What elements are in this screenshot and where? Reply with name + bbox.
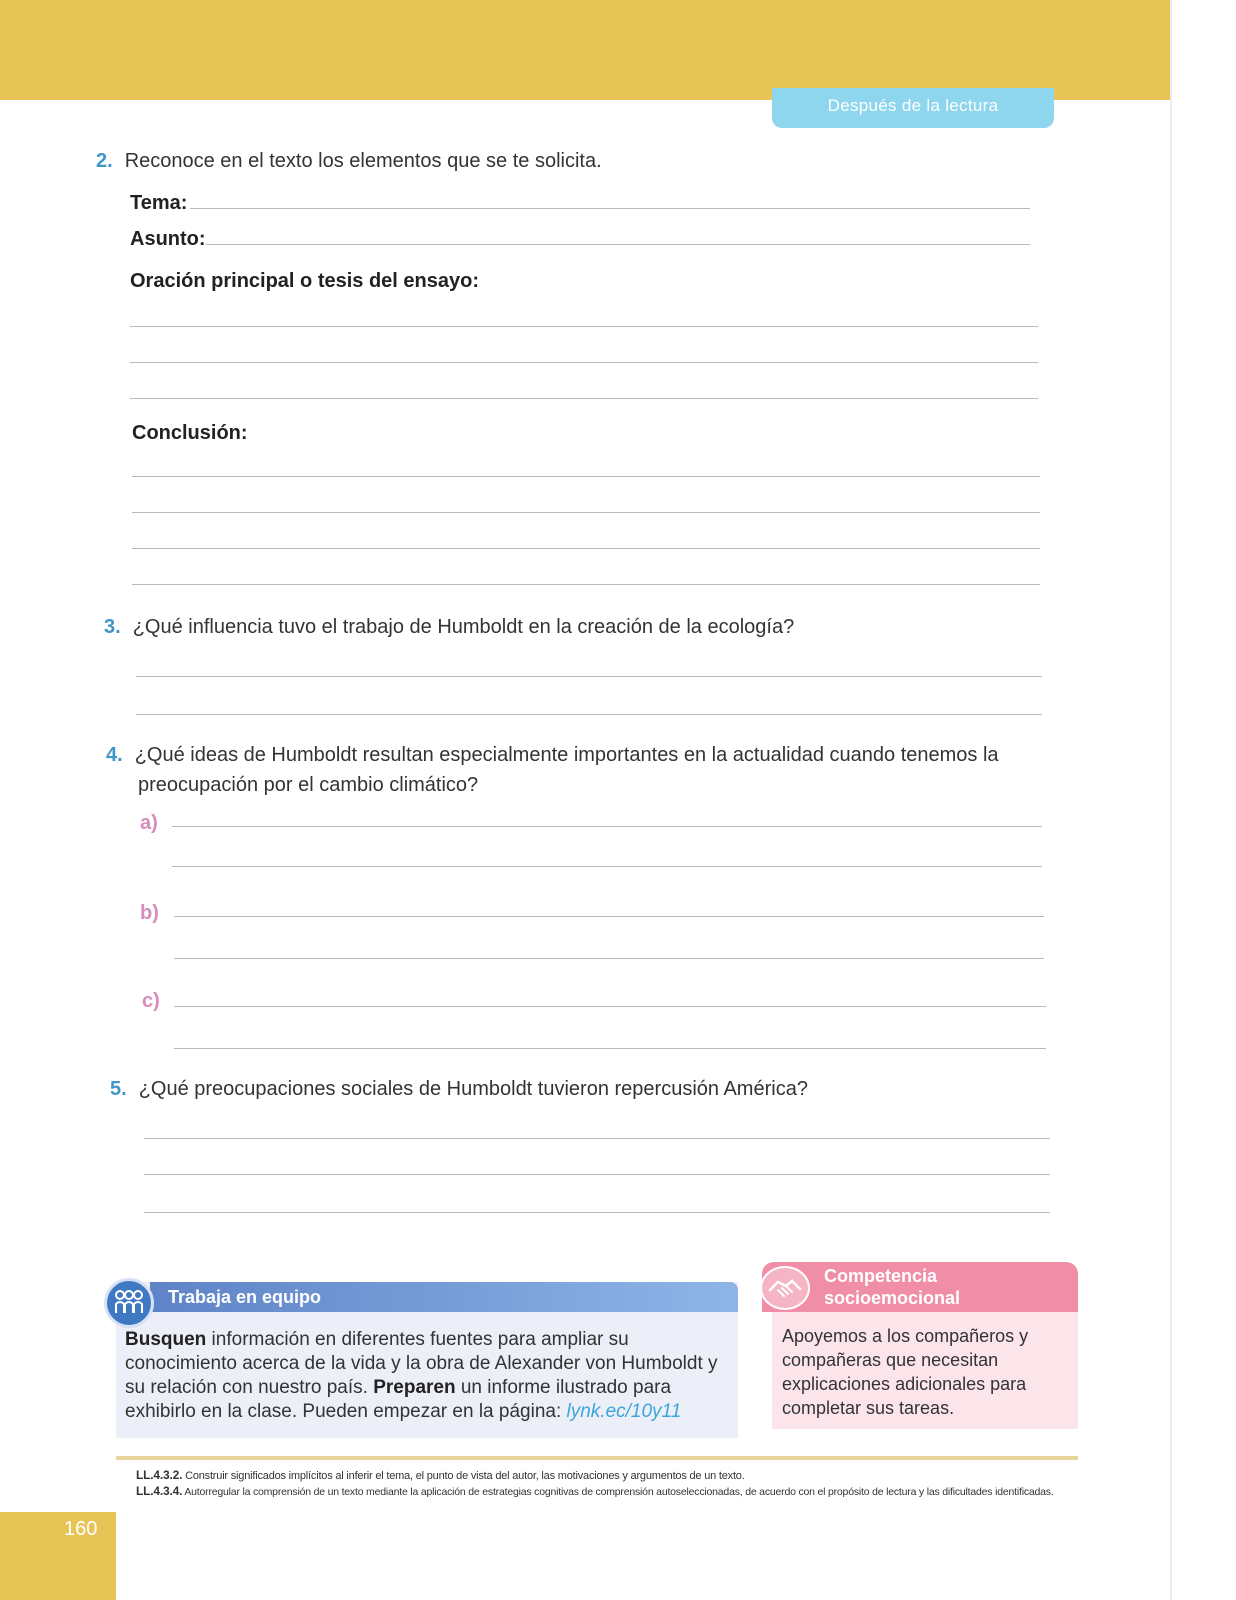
resource-link[interactable]: lynk.ec/10y11 (566, 1401, 682, 1422)
tema-answer-line[interactable] (190, 208, 1030, 209)
question-2 (96, 146, 602, 176)
competencia-title-line: socioemocional (824, 1288, 961, 1308)
item-a-label: a) (140, 812, 158, 834)
question-4 (106, 740, 1046, 770)
item-b-label: b) (140, 902, 159, 924)
team-work-text (125, 1328, 725, 1424)
handshake-icon (760, 1266, 810, 1310)
item-c-label: c) (142, 990, 160, 1012)
oracion-label: Oración principal o tesis del ensayo: (130, 270, 479, 292)
question-text-line1: ¿Qué ideas de Humboldt resultan especialmente importantes en la actualidad cuando tenemos la (134, 744, 999, 766)
answer-line[interactable] (130, 326, 1038, 327)
competencia-title-line: Competencia (824, 1266, 938, 1286)
skill-code: LL.4.3.2. (136, 1468, 183, 1482)
asunto-label: Asunto: (130, 228, 206, 250)
answer-line[interactable] (174, 1048, 1046, 1049)
answer-line[interactable] (132, 584, 1040, 585)
answer-line[interactable] (132, 512, 1040, 513)
section-tab: Después de la lectura (772, 88, 1054, 128)
competencia-text: Apoyemos a los compañeros y compañeras que necesitan explicaciones adicionales para completar sus tareas. (782, 1326, 1029, 1418)
team-people-icon (104, 1278, 154, 1328)
skill-standard-1 (136, 1468, 745, 1482)
question-text: ¿Qué influencia tuvo el trabajo de Humboldt en la creación de la ecología? (132, 616, 795, 638)
answer-line[interactable] (144, 1212, 1050, 1213)
answer-line[interactable] (144, 1138, 1050, 1139)
skill-description: Autorregular la comprensión de un texto mediante la aplicación de estrategias cognitivas de comprensión autoseleccionadas, de acuerdo con el propósito de lectura y las dificultades identificadas. (182, 1486, 1054, 1498)
top-color-band (0, 0, 1170, 100)
answer-line[interactable] (174, 958, 1044, 959)
conclusion-label: Conclusión: (132, 422, 248, 444)
question-bold-verb: Reconoce (124, 150, 215, 172)
question-text: en el texto los elementos que se te solicita. (214, 150, 602, 172)
page-number: 160 (64, 1518, 98, 1540)
answer-line[interactable] (132, 476, 1040, 477)
answer-line[interactable] (172, 866, 1042, 867)
asunto-answer-line[interactable] (206, 244, 1030, 245)
answer-line[interactable] (172, 826, 1042, 827)
answer-line[interactable] (130, 398, 1038, 399)
answer-line[interactable] (174, 1006, 1046, 1007)
question-number: 5. (110, 1078, 127, 1100)
team-text-part: un informe ilustrado para exhibirlo en la clase. Pueden empezar en la página: (125, 1377, 672, 1422)
question-3 (104, 612, 794, 642)
question-5 (110, 1074, 808, 1104)
team-work-title: Trabaja en equipo (150, 1282, 738, 1312)
skill-code: LL.4.3.4. (136, 1484, 183, 1498)
question-text: ¿Qué preocupaciones sociales de Humboldt tuvieron repercusión América? (138, 1078, 808, 1100)
answer-line[interactable] (174, 916, 1044, 917)
page-number-block (0, 1512, 116, 1600)
answer-line[interactable] (132, 548, 1040, 549)
question-number: 2. (96, 150, 113, 172)
skill-description: Construir significados implícitos al inferir el tema, el punto de vista del autor, las motivaciones y argumentos de un texto. (182, 1470, 745, 1482)
team-text-part: información en diferentes fuentes para ampliar su conocimiento acerca de la vida y la obra de Alexander von Humboldt y su relación con nuestro país. (125, 1329, 718, 1398)
skill-standard-2 (136, 1484, 1076, 1498)
answer-line[interactable] (144, 1174, 1050, 1175)
question-4-continued: preocupación por el cambio climático? (138, 774, 479, 796)
page-edge (1170, 0, 1172, 1600)
competencia-title (824, 1265, 1064, 1309)
tema-label: Tema: (130, 192, 188, 214)
answer-line[interactable] (130, 362, 1038, 363)
bold-verb: Preparen (373, 1377, 456, 1398)
question-number: 4. (106, 744, 123, 766)
question-number: 3. (104, 616, 121, 638)
bold-verb: Busquen (125, 1329, 207, 1350)
answer-line[interactable] (136, 714, 1042, 715)
answer-line[interactable] (136, 676, 1042, 677)
footer-divider (116, 1456, 1078, 1460)
